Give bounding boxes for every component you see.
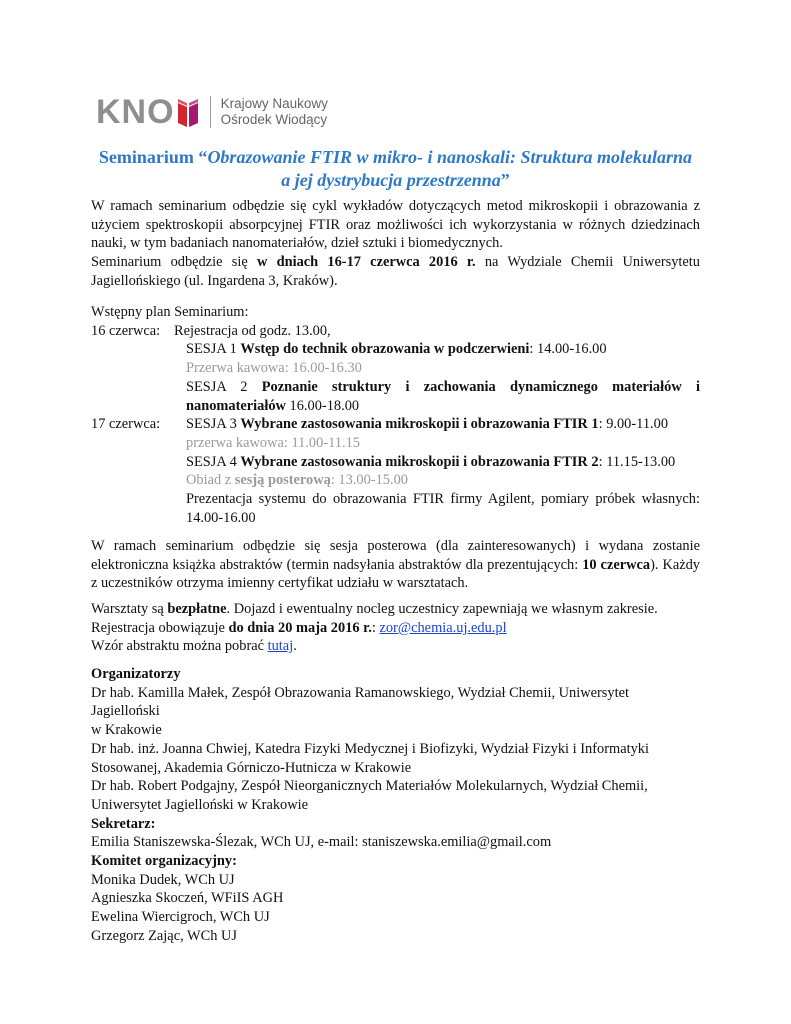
intro-date-pre: Seminarium odbędzie się — [91, 254, 257, 271]
abstract-template-link[interactable]: tutaj — [267, 638, 294, 655]
session-3-time: : 9.00-11.00 — [598, 416, 669, 433]
poster-paragraph — [91, 537, 700, 593]
session-2-title-a: Poznanie struktury i zachowania dynamicznego materiałów i — [261, 378, 700, 395]
schedule-section — [91, 303, 700, 527]
kno-logo — [96, 92, 328, 132]
day-1-label: 16 czerwca: — [91, 322, 161, 339]
organizer-3-line-2: Uniwersytet Jagielloński w Krakowie — [91, 796, 309, 813]
committee-member: Agnieszka Skoczeń, WFiIS AGH — [91, 890, 284, 907]
session-4-title: Wybrane zastosowania mikroskopii i obrazowania FTIR 2 — [240, 453, 599, 470]
title-suffix: ” — [500, 170, 510, 190]
day-1-registration: Rejestracja od godz. 13.00, — [174, 322, 331, 339]
registration-colon: : — [371, 619, 380, 636]
registration-email-link[interactable]: zor@chemia.uj.edu.pl — [379, 619, 507, 636]
organizer-3-line-1: Dr hab. Robert Podgajny, Zespół Nieorganicznych Materiałów Molekularnych, Wydział Chemii, — [91, 778, 648, 795]
organizer-2-line-1: Dr hab. inż. Joanna Chwiej, Katedra Fizyki Medycznej i Biofizyki, Wydział Fizyki i Informatyki — [91, 740, 649, 757]
committee-heading: Komitet organizacyjny: — [91, 853, 237, 870]
open-book-icon — [178, 97, 198, 127]
organizers-heading: Organizatorzy — [91, 666, 181, 682]
intro-date-paragraph — [91, 253, 700, 290]
session-2-line-1 — [186, 378, 700, 397]
session-4-time: : 11.15-13.00 — [598, 453, 676, 470]
free-post: . Dojazd i ewentualny nocleg uczestnicy zapewniają we własnym zakresie. — [226, 601, 658, 617]
session-3-pre: SESJA 3 — [186, 416, 241, 433]
session-3 — [186, 415, 700, 434]
presentation-line-1: Prezentacja systemu do obrazowania FTIR firmy Agilent, pomiary próbek własnych: — [186, 491, 700, 508]
registration-pre: Rejestracja obowiązuje — [91, 619, 229, 636]
logo-line-2: Ośrodek Wiodący — [220, 112, 328, 127]
intro-section — [91, 197, 700, 291]
intro-date-post: na Wydziale Chemii Uniwersytetu Jagiellońskiego (ul. Ingardena 3, Kraków). — [91, 254, 700, 289]
abstract-template-line — [91, 637, 700, 656]
session-2-line-2 — [186, 397, 700, 416]
poster-section — [91, 537, 700, 593]
secretary-person: Emilia Staniszewska-Ślezak, WCh UJ, e-mail: staniszewska.emilia@gmail.com — [91, 834, 552, 851]
info-section — [91, 600, 700, 656]
seminar-title — [60, 146, 731, 192]
poster-pre: W ramach seminarium odbędzie się sesja posterowa (dla zainteresowanych) i wydana zostanie elektroniczna książka abstraktów (termin nadsyłania abstraktów dla prezentujących: — [91, 538, 700, 573]
abstract-post: . — [293, 638, 297, 655]
committee-member: Monika Dudek, WCh UJ — [91, 871, 235, 888]
coffee-break-2: przerwa kawowa: 11.00-11.15 — [186, 434, 360, 451]
organizers-section — [91, 665, 700, 946]
session-1-time: : 14.00-16.00 — [529, 341, 607, 358]
lunch-time: : 13.00-15.00 — [330, 472, 408, 489]
session-2-time: 16.00-18.00 — [285, 397, 360, 414]
logo-text — [221, 96, 328, 128]
lunch-poster-session — [186, 471, 700, 490]
presentation-line-2: 14.00-16.00 — [186, 509, 256, 526]
free-pre: Warsztaty są — [91, 601, 168, 617]
poster-post: ). Każdy z uczestników otrzyma imienny certyfikat udziału w warsztatach. — [91, 556, 701, 592]
session-2-title-b: nanomateriałów — [186, 397, 286, 414]
free-bold: bezpłatne — [167, 601, 227, 617]
session-1-pre: SESJA 1 — [186, 341, 241, 358]
abstract-pre: Wzór abstraktu można pobrać — [91, 638, 268, 655]
registration-deadline: do dnia 20 maja 2016 r. — [228, 619, 372, 636]
organizer-1-line-1: Dr hab. Kamilla Małek, Zespół Obrazowania Ramanowskiego, Wydział Chemii, Uniwersytet Jagielloński — [91, 684, 629, 720]
committee-member: Grzegorz Zając, WCh UJ — [91, 927, 237, 944]
registration-line — [91, 619, 700, 638]
session-2-pre: SESJA 2 — [186, 378, 262, 395]
kno-logo-mark — [96, 95, 198, 129]
schedule-day-2 — [91, 415, 700, 434]
free-line — [91, 600, 700, 619]
title-italic-line-1: Obrazowanie FTIR w mikro- i nanoskali: Struktura molekularna — [207, 147, 693, 167]
title-prefix: Seminarium “ — [98, 147, 208, 167]
session-4-pre: SESJA 4 — [186, 453, 241, 470]
committee-member: Ewelina Wiercigroch, WCh UJ — [91, 909, 270, 926]
organizer-2-line-2: Stosowanej, Akademia Górniczo-Hutnicza w Krakowie — [91, 759, 412, 776]
schedule-day-1 — [91, 322, 700, 341]
session-1 — [186, 340, 700, 359]
session-1-title: Wstęp do technik obrazowania w podczerwieni — [240, 341, 530, 358]
lunch-bold: sesją posterową — [234, 472, 331, 489]
lunch-pre: Obiad z — [186, 472, 235, 489]
intro-date-bold: w dniach 16-17 czerwca 2016 r. — [256, 254, 476, 271]
session-3-title: Wybrane zastosowania mikroskopii i obrazowania FTIR 1 — [240, 416, 599, 433]
logo-line-1: Krajowy Naukowy — [220, 96, 328, 111]
logo-divider — [210, 96, 211, 128]
organizer-1-line-2: w Krakowie — [91, 722, 162, 739]
title-italic-line-2: a jej dystrybucja przestrzenna — [281, 170, 501, 190]
intro-paragraph: W ramach seminarium odbędzie się cykl wykładów dotyczących metod mikroskopii i obrazowania z użyciem spektroskopii absorpcyjnej FTIR oraz możliwości ich wykorzystania w różnych dziedzinach nauki, w tym badaniach nanomateriałów, dzieł sztuki i biomedycznych. — [91, 198, 700, 252]
schedule-heading: Wstępny plan Seminarium: — [91, 304, 249, 320]
logo-letters: KNO — [96, 93, 175, 131]
poster-deadline: 10 czerwca — [582, 556, 651, 573]
coffee-break-1: Przerwa kawowa: 16.00-16.30 — [186, 360, 362, 377]
day-2-label: 17 czerwca: — [91, 416, 161, 433]
secretary-heading: Sekretarz: — [91, 815, 156, 832]
session-4 — [186, 453, 700, 472]
